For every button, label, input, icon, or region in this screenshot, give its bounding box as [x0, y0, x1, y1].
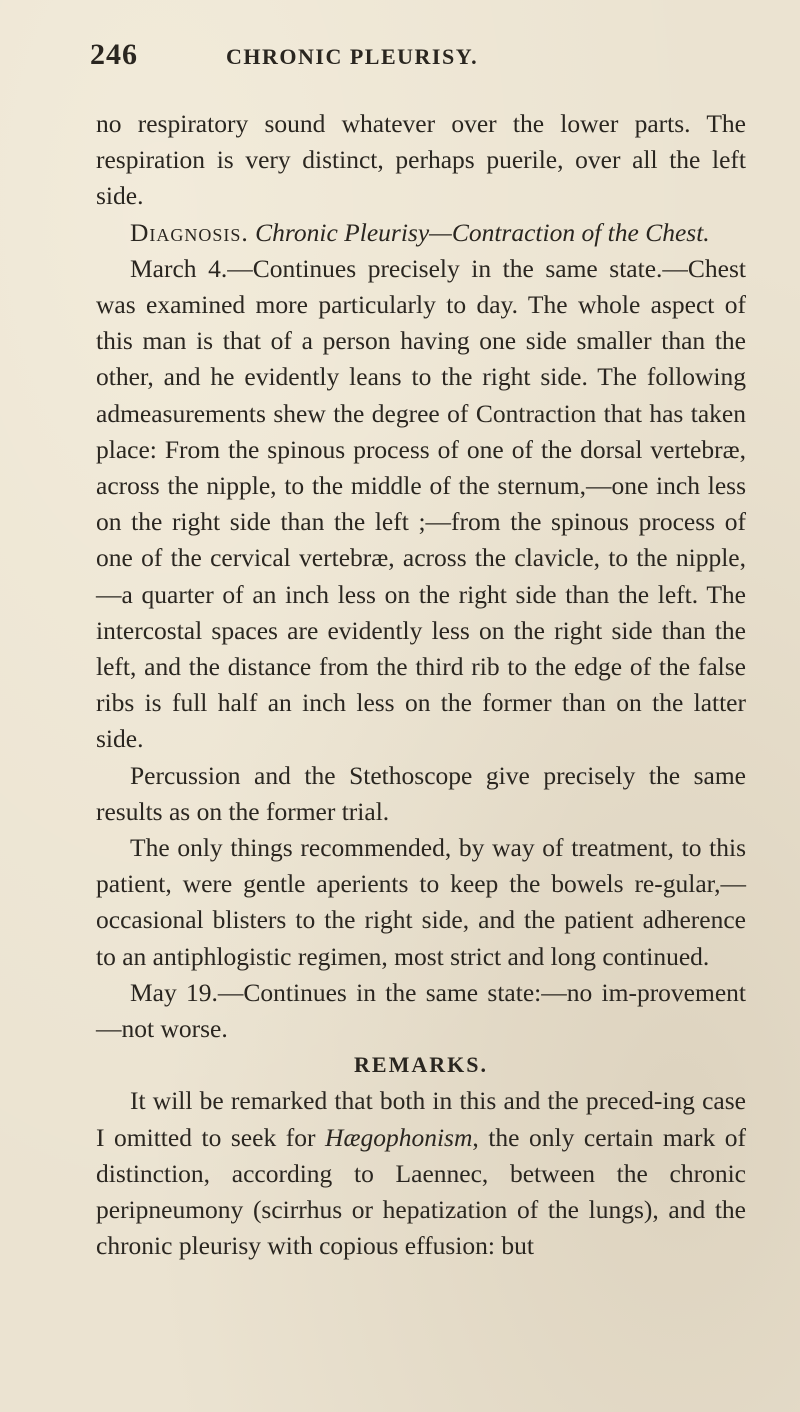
paragraph-march-4: March 4.—Continues precisely in the same state.—Chest was examined more particularly to day. The whole aspect of this man is that of a person having one side smaller than the other, and he evidently leans to the right side. The following admeasurements shew the degree of Contraction that has taken place: From the spinous process of one of the dorsal vertebræ, across the nipple, to the middle of the sternum,—one inch less on the right side than the left ;—from the spinous process of one of the cervical vertebræ, across the clavicle, to the nipple,—a quarter of an inch less on the right side than the left. The intercostal spaces are evidently less on the right side than the left, and the distance from the third rib to the edge of the false ribs is full half an inch less on the former than on the latter side. [96, 253, 746, 754]
diagnosis-label: Diagnosis. [130, 217, 249, 247]
paragraph-respiration: no respiratory sound whatever over the lower parts. The respiration is very distinct, perhaps puerile, over all the left side. [96, 109, 746, 211]
paragraph-percussion: Percussion and the Stethoscope give precisely the same results as on the former trial. [96, 760, 746, 826]
running-title: CHRONIC PLEURISY. [226, 44, 479, 69]
paragraph-remarks [96, 1083, 746, 1264]
diagnosis-text: Chronic Pleurisy—Contraction of the Chest. [255, 217, 710, 247]
remarks-text-start: It will be remarked that both in this and the preced-ing case I omitted to seek for [96, 1086, 746, 1152]
paragraph-may-19: May 19.—Continues in the same state:—no im-provement—not worse. [96, 977, 746, 1044]
haegophonism-term: Hægophonism [325, 1122, 473, 1152]
body-text [96, 106, 746, 1265]
remarks-text-end: , the only certain mark of distinction, according to Laennec, between the chronic peripneumony (scirrhus or hepatization of the lungs), and the chronic pleurisy with copious effusion: but [96, 1122, 747, 1261]
remarks-heading: REMARKS. [354, 1052, 488, 1078]
paragraph-diagnosis [96, 215, 746, 251]
page-number: 246 [90, 38, 138, 71]
paragraph-treatment: The only things recommended, by way of treatment, to this patient, were gentle aperients to keep the bowels re-gular,—occasional blisters to the right side, and the patient adherence to an antiphlogistic regimen, most strict and long continued. [96, 833, 746, 971]
page-header [90, 38, 740, 78]
